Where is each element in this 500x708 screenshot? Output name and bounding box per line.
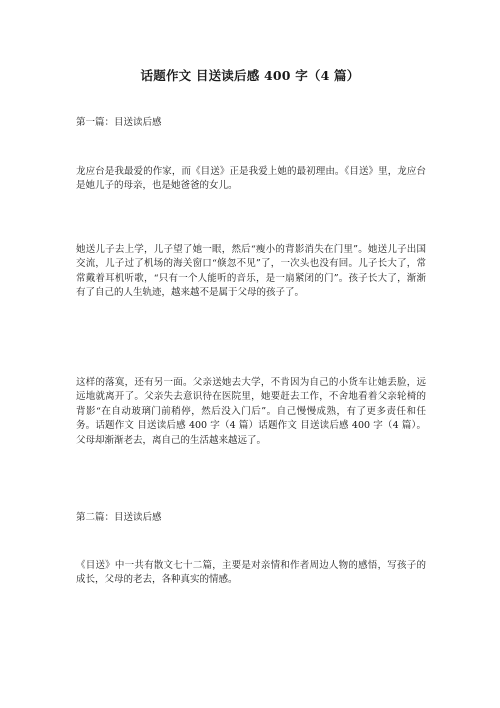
section-heading-2: 第二篇：目送读后感 (76, 512, 162, 523)
paragraph-4: 《目送》中一共有散文七十二篇，主要是对亲情和作者周边人物的感悟，写孩子的成长，父母的老去，各种真实的情感。 (76, 560, 426, 586)
paragraph-1: 龙应台是我最爱的作家，而《目送》正是我爱上她的最初理由。《目送》里，龙应台是她儿子的母亲，也是她爸爸的女儿。 (76, 166, 426, 192)
paragraph-3: 这样的落寞，还有另一面。父亲送她去大学，不肯因为自己的小货车让她丢脸，远远地就离开了。父亲失去意识待在医院里，她要赶去工作，不舍地看着父亲轮椅的背影“在自动玻璃门前稍停，然后没入门后”。自己慢慢成熟，有了更多责任和任务。话题作文 目送读后感 400 字（4 篇）话题作文 目送读后感 400 字（4 篇）。父母却渐渐老去，离自己的生活越来越远了。 (76, 377, 426, 446)
paragraph-2: 她送儿子去上学，儿子望了她一眼，然后“瘦小的背影消失在门里”。她送儿子出国交流，儿子过了机场的海关窗口“倏忽不见”了，一次头也没有回。儿子长大了，常常戴着耳机听歌，“只有一个人能听的音乐，是一扇紧闭的门”。孩子长大了，渐渐有了自己的人生轨迹，越来越不是属于父母的孩子了。 (76, 244, 426, 299)
section-heading-1: 第一篇：目送读后感 (76, 117, 162, 128)
document-title: 话题作文 目送读后感 400 字（4 篇） (140, 68, 360, 83)
